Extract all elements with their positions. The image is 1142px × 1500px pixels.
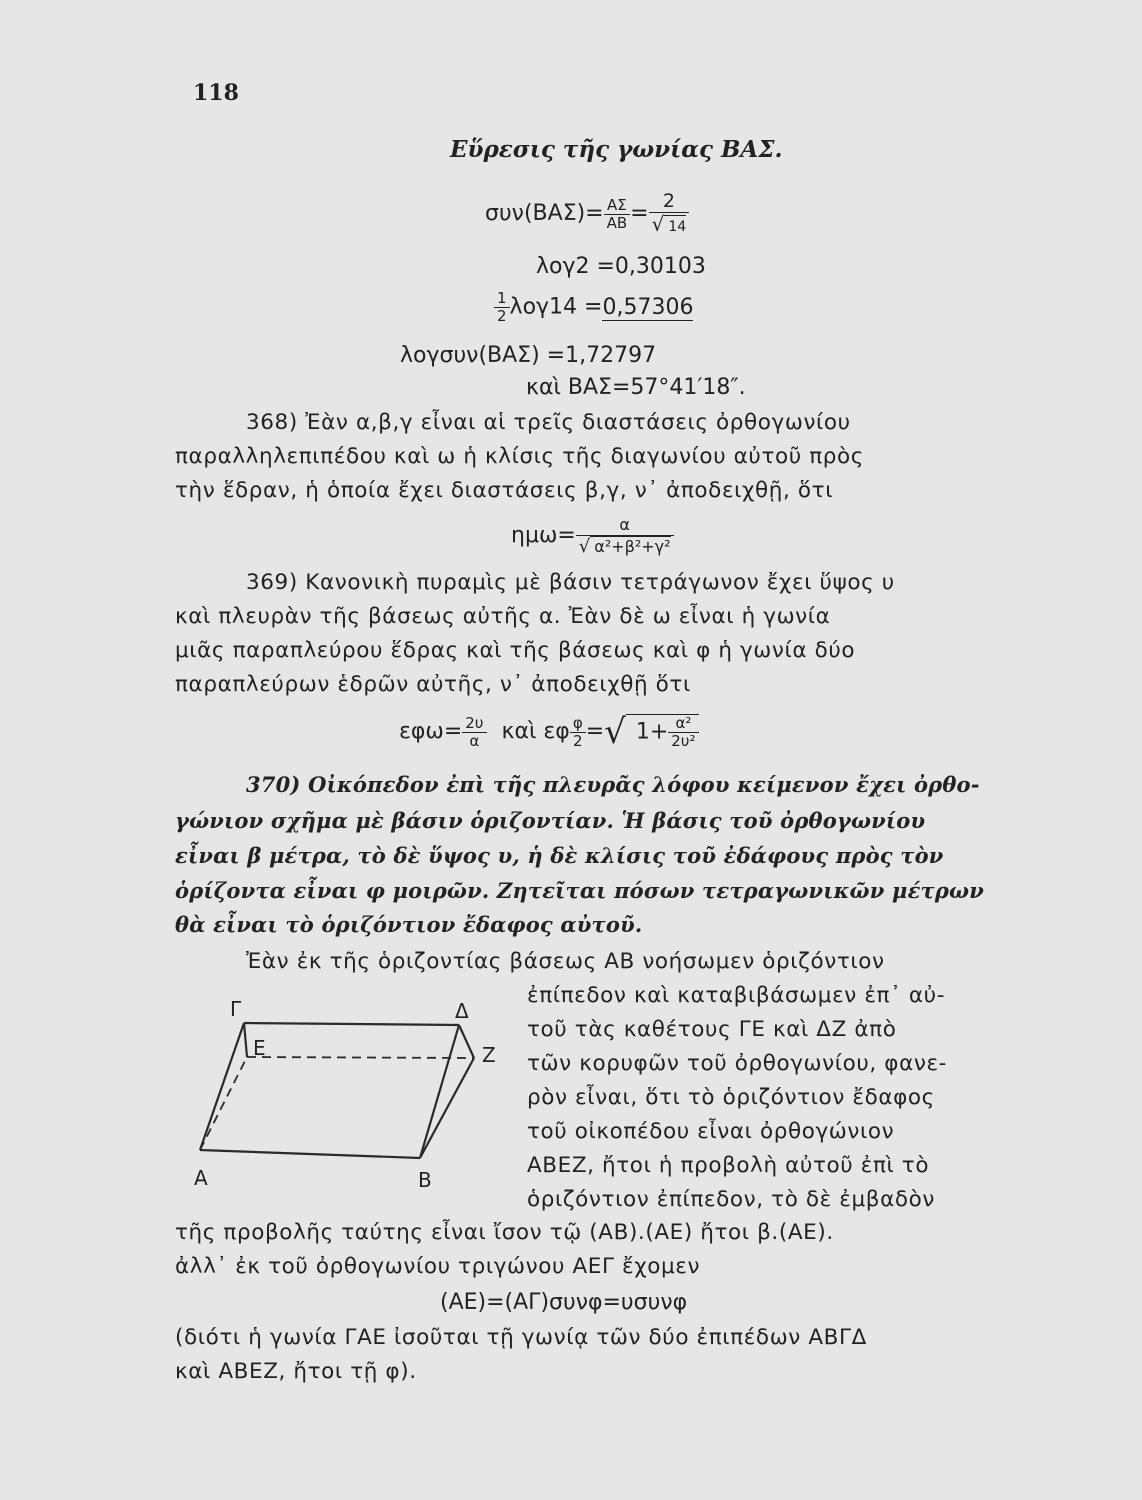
- label-Z: Ζ: [482, 1043, 496, 1067]
- solution-formula: (ΑΕ)=(ΑΓ)συνφ=υσυνφ: [440, 1290, 688, 1315]
- edge-AB: [200, 1150, 420, 1158]
- p368-lhs: ημω=: [511, 523, 576, 548]
- edge-AE: [200, 1057, 247, 1150]
- p369-line-3: μιᾶς παραπλεύρου ἕδρας καὶ τῆς βάσεως καὶ φ ἡ γωνία δύο: [175, 638, 856, 663]
- p369-one: 1+: [635, 719, 669, 744]
- side-line-5: τοῦ οἰκοπέδου εἶναι ὀρθογώνιον: [527, 1119, 895, 1144]
- p368-num: α: [576, 515, 674, 536]
- p369-formula: εφω= $\frac{2\upsilon}{\alpha}$ καὶ εφ $\frac{\varphi}{2}$ =√ 1+ $\frac{\text{α²}}{\text{2υ²}}$: [399, 712, 699, 752]
- p370-line-3: εἶναι β μέτρα, τὸ δὲ ὕψος υ, ἡ δὲ κλίσις τοῦ ἐδάφους πρὸς τὸν: [175, 843, 944, 868]
- p368-line-1: 368) Ἐὰν α,β,γ εἶναι αἱ τρεῖς διαστάσεις ὀρθογωνίου: [246, 410, 851, 435]
- logcos-line: λογσυν(ΒΑΣ) =1,72797: [400, 343, 657, 368]
- angle-line: καὶ ΒΑΣ=57°41′18″.: [526, 375, 746, 400]
- p368-line-2: παραλληλεπιπέδου καὶ ω ἡ κλίσις τῆς διαγωνίου αὐτοῦ πρὸς: [175, 444, 865, 469]
- log14-value: 0,57306: [602, 294, 694, 320]
- half-num: 1: [494, 290, 510, 308]
- p369-den1: α: [469, 731, 480, 750]
- log14-label: λογ14 =: [509, 294, 603, 320]
- cos-den2-wrap: √ 14: [651, 212, 687, 236]
- cos-lhs: συν(ΒΑΣ)=: [485, 201, 604, 226]
- p368-den-wrap: √ α²+β²+γ²: [578, 536, 671, 557]
- edge-GE: [244, 1023, 247, 1057]
- label-B: Β: [418, 1168, 432, 1192]
- p370-line-1-text: 370) Οἰκόπεδον ἐπὶ τῆς πλευρᾶς λόφου κείμενον ἔχει ὀρθο-: [246, 772, 980, 797]
- page-number: 118: [193, 80, 239, 106]
- side-line-7: ὁριζόντιον ἐπίπεδον, τὸ δὲ ἐμβαδὸν: [527, 1187, 935, 1212]
- label-G: Γ: [230, 997, 242, 1021]
- cos-den2: 14: [664, 215, 686, 238]
- p368-line-3: τὴν ἕδραν, ἡ ὁποία ἔχει διαστάσεις β,γ, ν᾿ ἀποδειχθῇ, ὅτι: [175, 478, 834, 503]
- label-A: Α: [194, 1166, 208, 1190]
- p369-mid: καὶ εφ: [501, 719, 570, 744]
- half-den: 2: [497, 307, 507, 325]
- p370-line-2: γώνιον σχῆμα μὲ βάσιν ὁριζοντίαν. Ἡ βάσις τοῦ ὀρθογωνίου: [175, 808, 926, 833]
- p369-num1: 2υ: [462, 715, 486, 733]
- log2-line: λογ2 =0,30103: [536, 254, 706, 279]
- edge-DZ: [459, 1025, 474, 1058]
- p369-eq: =: [585, 719, 605, 744]
- label-E: Ε: [253, 1036, 266, 1060]
- p370-line-4: ὁρίζοντα εἶναι φ μοιρῶν. Ζητεῖται πόσων τετραγωνικῶν μέτρων: [175, 878, 984, 903]
- p369-num2: φ: [570, 715, 586, 733]
- edge-GD: [244, 1023, 459, 1025]
- edge-BZ: [420, 1058, 474, 1158]
- p368-den: α²+β²+γ²: [590, 536, 670, 557]
- side-line-4: ρὸν εἶναι, ὅτι τὸ ὁριζόντιον ἔδαφος: [527, 1085, 935, 1110]
- p369-den2: 2: [572, 731, 583, 750]
- full-line-1: τῆς προβολῆς ταύτης εἶναι ἴσον τῷ (ΑΒ).(ΑΕ) ἤτοι β.(ΑΕ).: [175, 1220, 834, 1245]
- p369-line-4: παραπλεύρων ἑδρῶν αὐτῆς, ν᾿ ἀποδειχθῇ ὅτι: [175, 672, 691, 697]
- last-line-1: (διότι ἡ γωνία ΓΑΕ ἰσοῦται τῇ γωνίᾳ τῶν δύο ἐπιπέδων ΑΒΓΔ: [175, 1325, 867, 1350]
- side-line-2: τοῦ τὰς καθέτους ΓΕ καὶ ΔΖ ἀπὸ: [527, 1017, 897, 1042]
- p369-lhs: εφω=: [399, 719, 463, 744]
- side-line-3: τῶν κορυφῶν τοῦ ὀρθογωνίου, φανε-: [527, 1051, 948, 1076]
- p369-line-1: 369) Κανονικὴ πυραμὶς μὲ βάσιν τετράγωνον ἔχει ὕψος υ: [246, 570, 895, 595]
- edge-EZ: [247, 1057, 474, 1058]
- full-line-2: ἀλλ᾿ ἐκ τοῦ ὀρθογωνίου τριγώνου ΑΕΓ ἔχομεν: [175, 1254, 701, 1279]
- cos-num2: 2: [649, 190, 690, 213]
- cos-num1: ΑΣ: [604, 197, 631, 215]
- p369-den3: 2υ²: [671, 731, 696, 750]
- cos-eq: =: [630, 201, 649, 226]
- cos-den1: ΑΒ: [606, 213, 628, 232]
- edge-BD: [420, 1025, 459, 1158]
- label-D: Δ: [455, 999, 469, 1023]
- solution-line-1: Ἐὰν ἐκ τῆς ὁριζοντίας βάσεως ΑΒ νοήσωμεν ὁριζόντιον: [246, 949, 885, 974]
- section-heading: Εὕρεσις τῆς γωνίας ΒΑΣ.: [450, 136, 783, 163]
- side-line-6: ΑΒΕΖ, ἤτοι ἡ προβολὴ αὐτοῦ ἐπὶ τὸ: [527, 1153, 930, 1178]
- p370-line-5: θὰ εἶναι τὸ ὁριζόντιον ἔδαφος αὐτοῦ.: [175, 912, 643, 937]
- p369-line-2: καὶ πλευρὰν τῆς βάσεως αὐτῆς α. Ἐὰν δὲ ω εἶναι ἡ γωνία: [175, 604, 831, 629]
- edge-AG: [200, 1023, 244, 1150]
- side-line-1: ἐπίπεδον καὶ καταβιβάσωμεν ἐπ᾿ αὐ-: [527, 983, 946, 1008]
- p369-num3: α²: [668, 715, 698, 733]
- last-line-2: καὶ ΑΒΕΖ, ἤτοι τῇ φ).: [175, 1359, 417, 1384]
